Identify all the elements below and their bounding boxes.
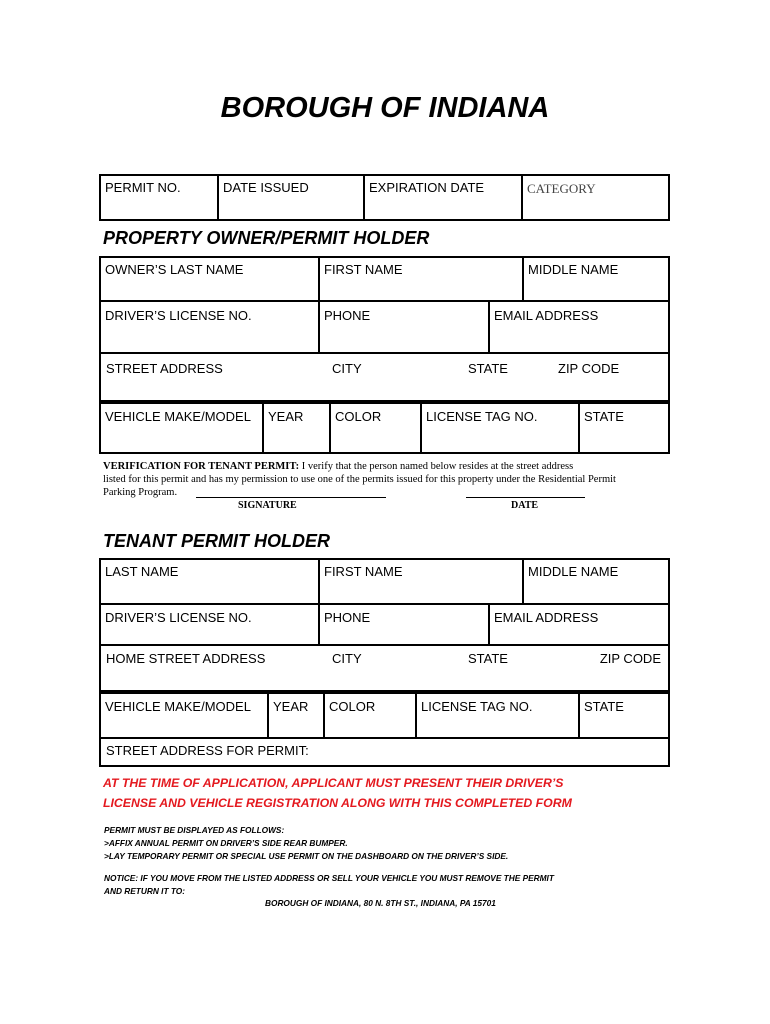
verification-line-2: listed for this permit and has my permission to use one of the permits issued for this property under the Residential Permit	[103, 474, 616, 485]
notice-line-1: NOTICE: IF YOU MOVE FROM THE LISTED ADDRESS OR SELL YOUR VEHICLE YOU MUST REMOVE THE PERMIT	[104, 873, 554, 883]
owner-city-label: CITY	[332, 361, 362, 376]
tenant-first-name-label: FIRST NAME	[324, 564, 403, 579]
display-line-temporary: >LAY TEMPORARY PERMIT OR SPECIAL USE PERMIT ON THE DASHBOARD ON THE DRIVER’S SIDE.	[104, 851, 509, 861]
owner-name-row	[99, 256, 670, 302]
date-issued-field[interactable]	[217, 176, 363, 219]
tenant-vehicle-row	[99, 692, 670, 739]
tenant-last-name-field[interactable]	[101, 560, 318, 603]
tenant-address-row[interactable]	[99, 646, 670, 692]
tenant-permit-address-row[interactable]	[99, 739, 670, 767]
tenant-last-name-label: LAST NAME	[105, 564, 179, 579]
owner-last-name-label: OWNER’S LAST NAME	[105, 262, 244, 277]
tenant-middle-name-field[interactable]	[522, 560, 668, 603]
expiration-date-label: EXPIRATION DATE	[369, 180, 485, 195]
owner-vehicle-state-field[interactable]	[578, 404, 668, 452]
owner-first-name-field[interactable]	[318, 258, 522, 300]
signature-line[interactable]	[196, 497, 386, 498]
tenant-section-heading: TENANT PERMIT HOLDER	[103, 531, 330, 551]
permit-no-field[interactable]	[101, 176, 217, 219]
tenant-color-field[interactable]	[323, 694, 415, 737]
owner-middle-name-label: MIDDLE NAME	[528, 262, 619, 277]
owner-license-field[interactable]	[101, 302, 318, 352]
owner-year-label: YEAR	[268, 409, 304, 424]
display-instructions	[104, 824, 508, 863]
owner-phone-field[interactable]	[318, 302, 488, 352]
application-warning	[103, 773, 572, 813]
tenant-phone-field[interactable]	[318, 605, 488, 644]
tenant-email-field[interactable]	[488, 605, 668, 644]
owner-year-field[interactable]	[262, 404, 329, 452]
owner-last-name-field[interactable]	[101, 258, 318, 300]
tenant-email-label: EMAIL ADDRESS	[494, 610, 599, 625]
verification-line-3: Parking Program.	[103, 487, 178, 498]
notice-line-2: AND RETURN IT TO:	[104, 886, 185, 896]
owner-color-label: COLOR	[335, 409, 382, 424]
verification-text	[103, 460, 673, 499]
date-line[interactable]	[466, 497, 585, 498]
display-line-annual: >AFFIX ANNUAL PERMIT ON DRIVER’S SIDE REAR BUMPER.	[104, 838, 348, 848]
verification-heading: VERIFICATION FOR TENANT PERMIT:	[103, 461, 300, 472]
tenant-vehicle-state-label: STATE	[584, 699, 624, 714]
tenant-first-name-field[interactable]	[318, 560, 522, 603]
permit-no-label: PERMIT NO.	[105, 180, 181, 195]
owner-vehicle-label: VEHICLE MAKE/MODEL	[105, 409, 251, 424]
tenant-license-field[interactable]	[101, 605, 318, 644]
tenant-vehicle-state-field[interactable]	[578, 694, 668, 737]
owner-middle-name-field[interactable]	[522, 258, 668, 300]
owner-street-label: STREET ADDRESS	[106, 361, 223, 376]
tenant-zip-label: ZIP CODE	[599, 651, 661, 666]
tenant-license-label: DRIVER’S LICENSE NO.	[105, 610, 252, 625]
verification-line-1: I verify that the person named below resides at the street address	[299, 461, 574, 472]
signature-label: SIGNATURE	[238, 500, 297, 511]
return-address: BOROUGH OF INDIANA, 80 N. 8TH ST., INDIANA, PA 15701	[265, 898, 496, 908]
owner-email-label: EMAIL ADDRESS	[494, 308, 599, 323]
owner-zip-label: ZIP CODE	[558, 361, 620, 376]
date-issued-label: DATE ISSUED	[223, 180, 309, 195]
owner-tag-label: LICENSE TAG NO.	[426, 409, 538, 424]
tenant-vehicle-field[interactable]	[101, 694, 267, 737]
owner-state-label: STATE	[468, 361, 508, 376]
tenant-year-label: YEAR	[273, 699, 309, 714]
owner-vehicle-state-label: STATE	[584, 409, 624, 424]
owner-license-label: DRIVER’S LICENSE NO.	[105, 308, 252, 323]
tenant-street-label: HOME STREET ADDRESS	[106, 651, 266, 666]
owner-email-field[interactable]	[488, 302, 668, 352]
date-label: DATE	[511, 500, 539, 511]
owner-first-name-label: FIRST NAME	[324, 262, 403, 277]
expiration-date-field[interactable]	[363, 176, 521, 219]
tenant-contact-row	[99, 605, 670, 646]
tenant-state-label: STATE	[468, 651, 508, 666]
page-title: BOROUGH OF INDIANA	[220, 92, 550, 124]
display-heading: PERMIT MUST BE DISPLAYED AS FOLLOWS:	[104, 825, 285, 835]
owner-tag-field[interactable]	[420, 404, 578, 452]
tenant-phone-label: PHONE	[324, 610, 371, 625]
owner-vehicle-field[interactable]	[101, 404, 262, 452]
tenant-tag-field[interactable]	[415, 694, 578, 737]
tenant-tag-label: LICENSE TAG NO.	[421, 699, 533, 714]
tenant-permit-address-label: STREET ADDRESS FOR PERMIT:	[106, 743, 309, 758]
warning-line-1: AT THE TIME OF APPLICATION, APPLICANT MUST PRESENT THEIR DRIVER’S	[103, 776, 564, 790]
tenant-city-label: CITY	[332, 651, 362, 666]
warning-line-2: LICENSE AND VEHICLE REGISTRATION ALONG WITH THIS COMPLETED FORM	[103, 796, 572, 810]
tenant-vehicle-label: VEHICLE MAKE/MODEL	[105, 699, 251, 714]
tenant-middle-name-label: MIDDLE NAME	[528, 564, 619, 579]
owner-phone-label: PHONE	[324, 308, 371, 323]
owner-contact-row	[99, 302, 670, 354]
permit-info-row	[99, 174, 670, 221]
owner-vehicle-row	[99, 402, 670, 454]
category-field[interactable]	[521, 176, 668, 219]
owner-section-heading: PROPERTY OWNER/PERMIT HOLDER	[103, 228, 430, 248]
tenant-color-label: COLOR	[329, 699, 376, 714]
owner-color-field[interactable]	[329, 404, 420, 452]
category-label: CATEGORY	[527, 181, 596, 196]
owner-address-row[interactable]	[99, 354, 670, 402]
tenant-year-field[interactable]	[267, 694, 323, 737]
tenant-name-row	[99, 558, 670, 605]
return-notice	[104, 872, 554, 898]
